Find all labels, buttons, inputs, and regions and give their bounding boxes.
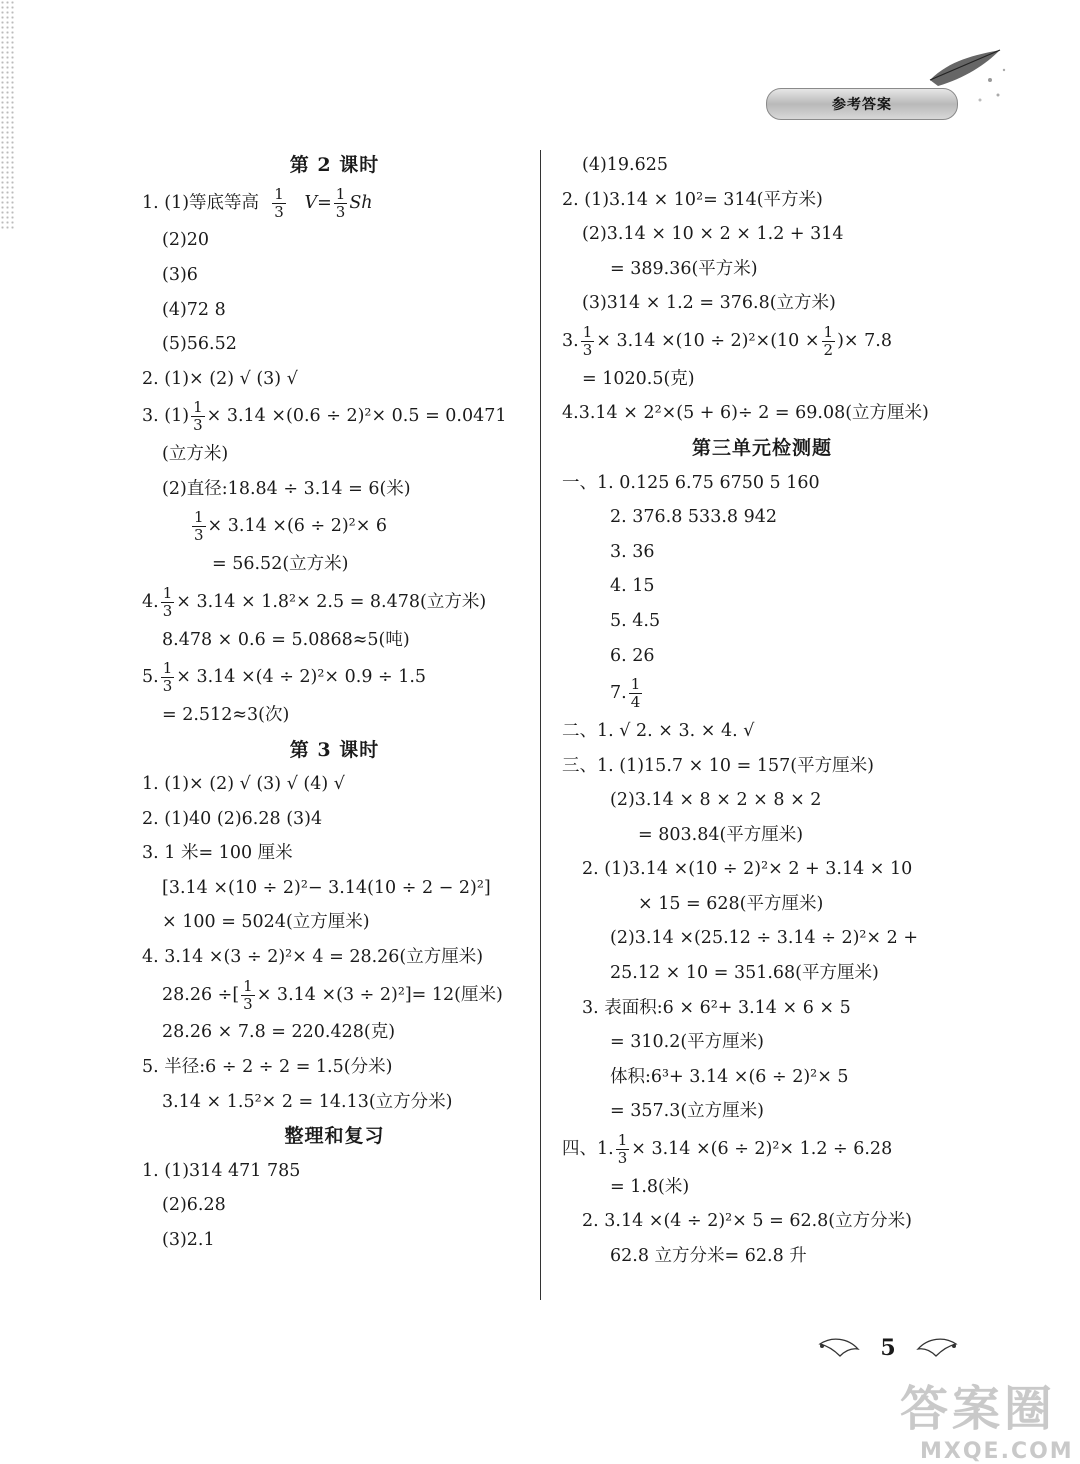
answer-line: (2)3.14 × 10 × 2 × 1.2 + 314	[582, 224, 844, 245]
answer-line: (3)314 × 1.2 = 376.8(立方米)	[582, 293, 836, 314]
answer-line: (2)3.14 × 8 × 2 × 8 × 2	[610, 790, 822, 811]
answer-line: (3)6	[162, 264, 198, 285]
section-heading: 第 3 课时	[289, 738, 380, 761]
answer-line: 4. $\frac{1}{3}$ × 3.14 × 1.8²× 2.5 = 8.478(立方米)	[142, 583, 487, 620]
fraction: $\frac{1}{3}$	[335, 184, 346, 221]
watermark-site-text: MXQE.COM	[920, 1439, 1074, 1464]
answer-line: = 56.52(立方米)	[212, 554, 349, 575]
answer-line: (4)72 8	[162, 299, 226, 320]
answer-line: (3)2.1	[162, 1230, 215, 1251]
page-edge-texture	[0, 0, 14, 230]
answer-line: 3. $\frac{1}{3}$ × 3.14 ×(10 ÷ 2)²×(10 × $\frac{1}{2}$ )× 7.8	[562, 322, 892, 359]
answer-line: = 803.84(平方厘米)	[638, 824, 804, 845]
answer-line: 体积:6³+ 3.14 ×(6 ÷ 2)²× 5	[610, 1066, 849, 1087]
answer-key-banner	[766, 88, 958, 120]
answer-line: 2. 376.8 533.8 942	[610, 507, 777, 528]
answer-line: 7. $\frac{1}{4}$	[610, 675, 641, 712]
answer-line: (2)直径:18.84 ÷ 3.14 = 6(米)	[162, 478, 411, 499]
section-heading: 整理和复习	[284, 1125, 385, 1148]
answer-line: = 1.8(米)	[610, 1176, 690, 1197]
answer-line: (2)20	[162, 230, 210, 251]
answer-line: × 15 = 628(平方厘米)	[638, 893, 824, 914]
left-ornament-icon	[812, 1334, 860, 1364]
fraction: $\frac{1}{3}$	[274, 184, 284, 221]
section-heading: 第三单元检测题	[691, 436, 832, 459]
answer-line: $\frac{1}{3}$ × 3.14 ×(6 ÷ 2)²× 6	[194, 508, 388, 545]
answer-line: 28.26 ÷[ $\frac{1}{3}$ × 3.14 ×(3 ÷ 2)²]= 12(厘米)	[162, 976, 503, 1013]
answer-line: 3. (1) $\frac{1}{3}$ × 3.14 ×(0.6 ÷ 2)²× 0.5 = 0.0471	[142, 398, 507, 435]
answer-line: 8.478 × 0.6 = 5.0868≈5(吨)	[162, 629, 410, 650]
answer-line: 4.3.14 × 2²×(5 + 6)÷ 2 = 69.08(立方厘米)	[562, 403, 929, 424]
answer-line: 3. 1 米= 100 厘米	[142, 843, 293, 864]
answer-line: = 389.36(平方米)	[610, 258, 758, 279]
answer-line: 62.8 立方分米= 62.8 升	[610, 1246, 807, 1267]
fraction: $\frac{1}{3}$	[194, 508, 204, 545]
answer-line: 一、1. 0.125 6.75 6750 5 160	[562, 472, 820, 493]
fraction: $\frac{1}{3}$	[617, 1131, 628, 1168]
answer-line: 6. 26	[610, 645, 655, 666]
answer-line: 2. (1)× (2) √ (3) √	[142, 368, 298, 389]
answer-line: 4. 3.14 ×(3 ÷ 2)²× 4 = 28.26(立方厘米)	[142, 947, 484, 968]
answer-line: 2. (1)3.14 ×(10 ÷ 2)²× 2 + 3.14 × 10	[582, 859, 913, 880]
fraction: $\frac{1}{3}$	[243, 976, 253, 1013]
answer-line: (5)56.52	[162, 334, 237, 355]
answer-line: (2)6.28	[162, 1195, 226, 1216]
answer-line: 二、1. √ 2. × 3. × 4. √	[562, 720, 755, 741]
answer-line: 5. 4.5	[610, 610, 661, 631]
page-number: 5	[880, 1335, 896, 1361]
fraction: $\frac{1}{2}$	[823, 322, 834, 359]
answer-line: 2. (1)3.14 × 10²= 314(平方米)	[562, 189, 823, 210]
answer-line: [3.14 ×(10 ÷ 2)²− 3.14(10 ÷ 2 − 2)²]	[162, 877, 491, 898]
watermark	[900, 1370, 1074, 1464]
answer-line: 四、1. $\frac{1}{3}$ × 3.14 ×(6 ÷ 2)²× 1.2 ÷ 6.28	[562, 1131, 893, 1168]
right-ornament-icon	[916, 1334, 964, 1364]
fraction: $\frac{1}{3}$	[162, 659, 173, 696]
answer-line: 3. 表面积:6 × 6²+ 3.14 × 6 × 5	[582, 997, 851, 1018]
answer-line: 2. (1)40 (2)6.28 (3)4	[142, 808, 323, 829]
answer-line: (4)19.625	[582, 155, 669, 175]
answer-line: (2)3.14 ×(25.12 ÷ 3.14 ÷ 2)²× 2 +	[610, 928, 919, 949]
fraction: $\frac{1}{3}$	[582, 322, 593, 359]
answer-line: 三、1. (1)15.7 × 10 = 157(平方厘米)	[562, 755, 874, 776]
answer-line: (立方米)	[162, 444, 229, 465]
answer-line: = 310.2(平方厘米)	[610, 1032, 764, 1053]
answer-key-label: 参考答案	[832, 97, 892, 113]
answer-line: 4. 15	[610, 576, 655, 597]
fraction: $\frac{1}{3}$	[162, 583, 173, 620]
answer-line: 1. (1)等底等高 $\frac{1}{3}$ V= $\frac{1}{3}$ Sh	[142, 184, 373, 221]
answer-line: 5. $\frac{1}{3}$ × 3.14 ×(4 ÷ 2)²× 0.9 ÷ 1.5	[142, 659, 427, 696]
left-column	[142, 148, 527, 1258]
answer-line: 25.12 × 10 = 351.68(平方厘米)	[610, 963, 879, 984]
watermark-logo-text: 答案圈	[900, 1381, 1057, 1437]
answer-line: 5. 半径:6 ÷ 2 ÷ 2 = 1.5(分米)	[142, 1057, 393, 1078]
answer-line: × 100 = 5024(立方厘米)	[162, 912, 370, 933]
answer-line: = 1020.5(克)	[582, 368, 695, 389]
section-heading: 第 2 课时	[289, 154, 380, 176]
answer-line: 1. (1)314 471 785	[142, 1160, 301, 1181]
column-divider	[540, 150, 541, 1300]
fraction: $\frac{1}{4}$	[630, 675, 641, 712]
answer-line: 28.26 × 7.8 = 220.428(克)	[162, 1022, 396, 1043]
answer-line: 2. 3.14 ×(4 ÷ 2)²× 5 = 62.8(立方分米)	[582, 1211, 912, 1232]
answer-line: 3.14 × 1.5²× 2 = 14.13(立方分米)	[162, 1091, 453, 1112]
answer-line: 3. 36	[610, 541, 655, 562]
answer-line: = 357.3(立方厘米)	[610, 1101, 764, 1122]
fraction: $\frac{1}{3}$	[193, 398, 203, 435]
answer-line: = 2.512≈3(次)	[162, 704, 290, 725]
answer-line: 1. (1)× (2) √ (3) √ (4) √	[142, 774, 345, 795]
right-column	[562, 148, 962, 1274]
